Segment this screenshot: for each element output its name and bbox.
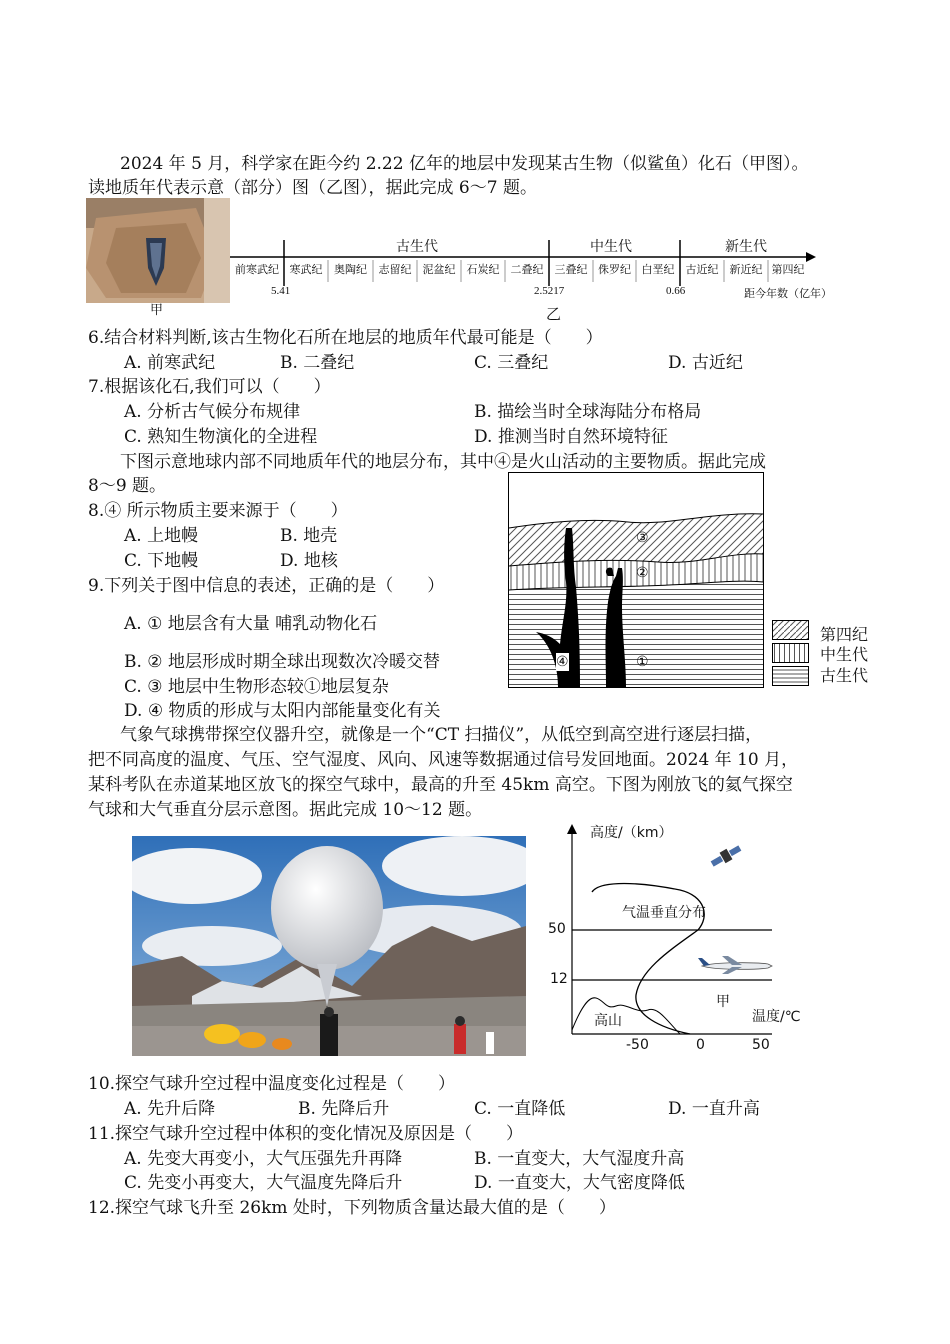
era-mesozoic: 中生代 (590, 239, 632, 255)
period-neogene: 新近纪 (729, 263, 763, 276)
period-devonian: 泥盆纪 (422, 263, 456, 276)
q10-option-d: D. 一直升高 (668, 1099, 760, 1119)
era-cenozoic: 新生代 (725, 239, 767, 255)
legend-paleozoic: 古生代 (820, 666, 869, 685)
timeline-axis-label: 距今年数（亿年） (744, 288, 832, 300)
legend-mesozoic: 中生代 (820, 645, 869, 664)
period-cambrian: 寒武纪 (289, 263, 323, 276)
atm-y-label: 高度/（km） (590, 825, 673, 841)
q10-option-a: A. 先升后降 (124, 1099, 216, 1119)
legend-quaternary: 第四纪 (820, 625, 869, 644)
atm-x-tick-50: 50 (752, 1037, 770, 1053)
intro3-line2: 把不同高度的温度、气压、空气湿度、风向、风速等数据通过信号发回地面。2024 年 10 月， (88, 750, 799, 770)
q8-option-a: A. 上地幔 (124, 526, 199, 546)
q10-option-c: C. 一直降低 (474, 1099, 566, 1119)
q6-option-a: A. 前寒武纪 (124, 353, 216, 373)
tick-0-66: 0.66 (666, 285, 686, 297)
period-cretaceous: 白垩纪 (641, 263, 675, 276)
stratum-label-1: ① (636, 654, 649, 670)
q9-option-d: D. ④ 物质的形成与太阳内部能量变化有关 (124, 701, 441, 721)
q12-stem: 12.探空气球飞升至 26km 处时，下列物质含量达最大值的是（ ） (88, 1198, 616, 1218)
atm-x-tick-neg50: -50 (626, 1037, 649, 1053)
q9-option-b: B. ② 地层形成时期全球出现数次冷暖交替 (124, 652, 440, 672)
period-quaternary: 第四纪 (771, 263, 805, 276)
atm-y-tick-50: 50 (548, 921, 566, 937)
q7-option-d: D. 推测当时自然环境特征 (474, 427, 668, 447)
q8-option-b: B. 地壳 (280, 526, 338, 546)
intro2-line2: 8～9 题。 (88, 476, 167, 496)
q7-stem: 7.根据该化石,我们可以（ ） (88, 377, 331, 397)
period-precambrian: 前寒武纪 (235, 263, 279, 276)
q7-option-a: A. 分析古气候分布规律 (124, 402, 301, 422)
q9-option-a: A. ① 地层含有大量 哺乳动物化石 (124, 614, 378, 634)
q11-option-a: A. 先变大再变小，大气压强先升再降 (124, 1149, 403, 1169)
strata-legend-swatches (772, 620, 812, 686)
intro3-line3: 某科考队在赤道某地区放飞的探空气球中，最高的升至 45km 高空。下图为刚放飞的氦气探空 (88, 775, 793, 795)
tick-5-41: 5.41 (271, 285, 291, 297)
period-paleogene: 古近纪 (685, 263, 719, 276)
period-triassic: 三叠纪 (554, 263, 588, 276)
period-silurian: 志留纪 (378, 263, 412, 276)
intro3-line1: 气象气球携带探空仪器升空，就像是一个“CT 扫描仪”，从低空到高空进行逐层扫描， (120, 725, 763, 745)
period-jurassic: 侏罗纪 (598, 263, 631, 276)
q9-stem: 9.下列关于图中信息的表述，正确的是（ ） (88, 576, 445, 596)
fig-jia-label: 甲 (150, 303, 164, 318)
fig-yi-label: 乙 (546, 305, 562, 323)
q7-option-b: B. 描绘当时全球海陆分布格局 (474, 402, 702, 422)
atm-region-label: 甲 (716, 994, 730, 1010)
q8-option-c: C. 下地幔 (124, 551, 199, 571)
q7-option-c: C. 熟知生物演化的全进程 (124, 427, 318, 447)
period-ordovician: 奥陶纪 (334, 263, 367, 276)
q8-stem: 8.④ 所示物质主要来源于（ ） (88, 501, 348, 521)
period-carboniferous: 石炭纪 (466, 263, 500, 276)
q8-option-d: D. 地核 (280, 551, 338, 571)
atm-y-tick-12: 12 (550, 971, 568, 987)
q6-option-c: C. 三叠纪 (474, 353, 549, 373)
intro1-line2: 读地质年代表示意（部分）图（乙图），据此完成 6～7 题。 (88, 178, 537, 198)
stratum-label-4: ④ (556, 654, 569, 670)
period-permian: 二叠纪 (510, 263, 544, 276)
stratum-label-2: ② (636, 565, 649, 581)
q9-option-c: C. ③ 地层中生物形态较①地层复杂 (124, 677, 389, 697)
balloon-photo (132, 836, 526, 1056)
q6-option-b: B. 二叠纪 (280, 353, 355, 373)
atm-x-tick-0: 0 (696, 1037, 705, 1053)
q11-option-b: B. 一直变大，大气湿度升高 (474, 1149, 685, 1169)
intro2-line1: 下图示意地球内部不同地质年代的地层分布，其中④是火山活动的主要物质。据此完成 (120, 452, 766, 472)
era-paleozoic: 古生代 (396, 239, 438, 255)
q10-stem: 10.探空气球升空过程中温度变化过程是（ ） (88, 1074, 456, 1094)
tick-2-5217: 2.5217 (534, 285, 565, 297)
q11-option-d: D. 一直变大，大气密度降低 (474, 1173, 685, 1193)
q11-option-c: C. 先变小再变大，大气温度先降后升 (124, 1173, 403, 1193)
q10-option-b: B. 先降后升 (298, 1099, 390, 1119)
atm-mountain-label: 高山 (594, 1013, 622, 1029)
fossil-photo (86, 198, 230, 303)
stratum-label-3: ③ (636, 530, 649, 546)
q11-stem: 11.探空气球升空过程中体积的变化情况及原因是（ ） (88, 1124, 524, 1144)
q6-stem: 6.结合材料判断,该古生物化石所在地层的地质年代最可能是（ ） (88, 328, 603, 348)
atm-curve-label: 气温垂直分布 (622, 905, 706, 921)
q6-option-d: D. 古近纪 (668, 353, 743, 373)
atm-x-label: 温度/℃ (752, 1009, 801, 1025)
intro3-line4: 气球和大气垂直分层示意图。据此完成 10～12 题。 (88, 800, 483, 820)
intro1-line1: 2024 年 5 月，科学家在距今约 2.22 亿年的地层中发现某古生物（似鲨鱼）化石（甲图）。 (120, 154, 809, 174)
